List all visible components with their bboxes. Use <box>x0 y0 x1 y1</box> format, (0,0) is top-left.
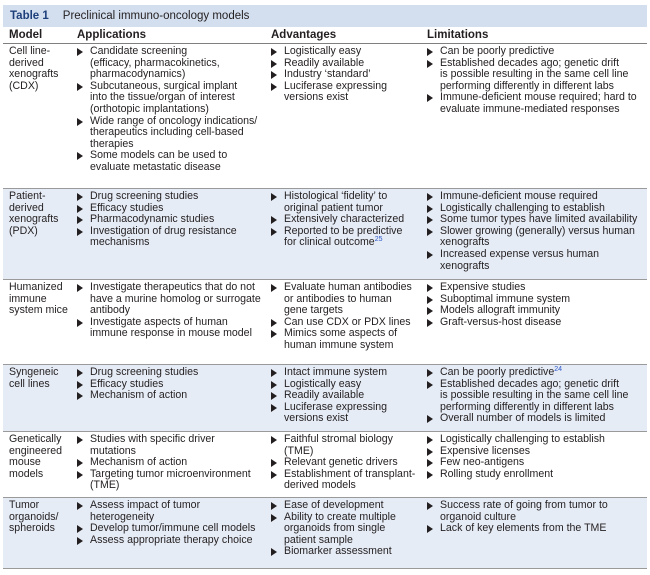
text-line: or antibodies to human <box>284 292 392 305</box>
text-line: xenografts <box>440 236 490 249</box>
text-line: organoids from single <box>284 522 386 535</box>
list-item <box>77 191 266 203</box>
text-line: Readily available <box>284 389 365 402</box>
applications-list <box>77 46 266 174</box>
limitations-list <box>427 367 643 425</box>
bullet-icon <box>77 392 83 400</box>
model-name-syngeneic <box>9 367 73 390</box>
bullet-icon <box>427 381 433 389</box>
text-line: Intact immune system <box>284 366 388 378</box>
bullet-icon <box>77 205 83 213</box>
limitations-list <box>427 46 643 116</box>
list-item <box>77 317 266 340</box>
bullet-icon <box>77 152 83 160</box>
list-item <box>77 500 266 523</box>
text-line: Humanized <box>9 281 63 293</box>
list-item <box>77 367 266 379</box>
text-line: Logistically easy <box>284 45 362 57</box>
bullet-icon <box>77 216 83 224</box>
text-line: Suboptimal immune system <box>440 292 571 305</box>
text-line: Industry ‘standard’ <box>284 68 371 81</box>
text-line: Establishment of transplant- <box>284 467 416 480</box>
bullet-icon <box>427 284 433 292</box>
list-item <box>271 512 421 547</box>
applications-list <box>77 500 266 546</box>
bullet-icon <box>77 369 83 377</box>
text-line: performing differently in different labs <box>440 400 614 413</box>
text-line: Investigation of drug resistance <box>90 224 237 237</box>
text-line: Can use CDX or PDX lines <box>284 315 411 328</box>
table-row-gemm <box>3 432 647 498</box>
text-line: Can be poorly predictive <box>440 366 555 378</box>
text-line: evaluate immune-mediated responses <box>440 102 620 115</box>
text-line: mouse <box>9 456 41 469</box>
text-line: (TME) <box>90 479 120 492</box>
bullet-icon <box>271 83 277 91</box>
list-item <box>427 92 643 115</box>
list-item <box>77 226 266 249</box>
text-line: Rolling study enrollment <box>440 467 554 480</box>
advantages-list <box>271 367 421 425</box>
text-line: Pharmacodynamic studies <box>90 213 215 226</box>
text-line: Genetically <box>9 433 62 445</box>
text-line: Patient- <box>9 190 46 202</box>
advantages-list <box>271 46 421 104</box>
text-line: original patient tumor <box>284 201 383 214</box>
table-row-pdx <box>3 189 647 280</box>
model-name-cdx: Cell line- derived xenografts (CDX) <box>9 45 59 92</box>
text-line: cell lines <box>9 377 50 390</box>
list-item <box>77 282 266 317</box>
column-header-limitations: Limitations <box>427 29 489 41</box>
list-item <box>77 390 266 402</box>
bullet-icon <box>77 228 83 236</box>
list-item <box>271 402 421 425</box>
text-line: Wide range of oncology indications/ <box>90 114 258 127</box>
text-line: Mechanism of action <box>90 389 188 402</box>
bullet-icon <box>427 369 433 377</box>
text-line: Immune-deficient mouse required <box>440 190 598 202</box>
bullet-icon <box>427 296 433 304</box>
bullet-icon <box>271 392 277 400</box>
text-line: immune response in mouse model <box>90 327 252 340</box>
list-item <box>77 46 266 81</box>
bullet-icon <box>271 284 277 292</box>
text-line: organoid culture <box>440 510 516 523</box>
bullet-icon <box>427 436 433 444</box>
column-header-applications: Applications <box>77 29 147 41</box>
bullet-icon <box>427 448 433 456</box>
bullet-icon <box>427 471 433 479</box>
text-line: Tumor <box>9 499 40 511</box>
text-line: mutations <box>90 444 136 457</box>
bullet-icon <box>77 502 83 510</box>
bullet-icon <box>77 319 83 327</box>
text-line: immune <box>9 292 47 305</box>
text-line: Relevant genetic drivers <box>284 456 398 469</box>
applications-list <box>77 282 266 340</box>
list-item <box>427 317 643 329</box>
text-line: performing differently in different labs <box>440 79 614 92</box>
list-item <box>427 379 643 414</box>
list-item <box>271 546 421 558</box>
bullet-icon <box>77 284 83 292</box>
text-line: Investigate aspects of human <box>90 315 228 328</box>
list-item <box>427 226 643 249</box>
text-line: Logistically easy <box>284 377 362 390</box>
text-line: Luciferase expressing <box>284 400 388 413</box>
text-line: Ability to create multiple <box>284 510 396 523</box>
text-line: Faithful stromal biology <box>284 433 393 445</box>
text-line: Drug screening studies <box>90 190 199 202</box>
limitations-list <box>427 282 643 328</box>
table-row-organoids <box>3 498 647 569</box>
text-line: (PDX) <box>9 224 38 237</box>
text-line: versions exist <box>284 412 349 425</box>
column-header-model: Model <box>9 29 43 41</box>
text-line: Targeting tumor microenvironment <box>90 467 251 480</box>
bullet-icon <box>77 193 83 201</box>
text-line: therapeutics including cell-based <box>90 126 244 139</box>
text-line: Graft-versus-host disease <box>440 315 562 328</box>
text-line: patient sample <box>284 533 353 546</box>
text-line: Models allograft immunity <box>440 304 561 317</box>
text-line: Reported to be predictive <box>284 224 403 237</box>
text-line: is possible resulting in the same cell line <box>440 389 629 402</box>
list-item <box>427 46 643 58</box>
model-name-humanized <box>9 282 73 317</box>
advantages-list <box>271 500 421 558</box>
text-line: Efficacy studies <box>90 377 164 390</box>
bullet-icon <box>427 319 433 327</box>
model-name-organoids <box>9 500 73 535</box>
text-line: gene targets <box>284 304 343 317</box>
text-line: into the tissue/organ of interest <box>90 91 235 104</box>
table-row-syngeneic <box>3 365 647 432</box>
bullet-icon <box>427 228 433 236</box>
text-line: derived models <box>284 479 356 492</box>
text-line: Some models can be used to <box>90 149 228 162</box>
text-line: Logistically challenging to establish <box>440 433 605 445</box>
text-line: versions exist <box>284 91 349 104</box>
bullet-icon <box>271 436 277 444</box>
bullet-icon <box>77 381 83 389</box>
bullet-icon <box>271 404 277 412</box>
advantages-list <box>271 434 421 492</box>
list-item <box>427 523 643 535</box>
text-line: Can be poorly predictive <box>440 45 555 57</box>
bullet-icon <box>427 48 433 56</box>
citation-ref[interactable]: 25 <box>374 236 383 244</box>
text-line: xenografts <box>440 259 490 272</box>
list-item <box>271 367 421 379</box>
text-line: human immune system <box>284 338 394 351</box>
list-item <box>77 116 266 151</box>
list-item <box>271 328 421 351</box>
text-line: (orthotopic implantations) <box>90 102 209 115</box>
list-item <box>427 249 643 272</box>
text-line: Drug screening studies <box>90 366 199 378</box>
text-line: therapies <box>90 137 134 150</box>
bullet-icon <box>427 459 433 467</box>
list-item <box>271 282 421 317</box>
text-line: Subcutaneous, surgical implant <box>90 79 238 92</box>
model-name-pdx <box>9 191 73 237</box>
text-line: heterogeneity <box>90 510 155 523</box>
bullet-icon <box>427 251 433 259</box>
bullet-icon <box>77 471 83 479</box>
table-label: Table 1 <box>10 10 49 22</box>
list-item <box>271 469 421 492</box>
table-title-bar <box>3 5 647 27</box>
applications-list <box>77 367 266 402</box>
bullet-icon <box>427 193 433 201</box>
text-line: Investigate therapeutics that do not <box>90 281 255 293</box>
text-line: Extensively characterized <box>284 213 405 226</box>
text-line: Evaluate human antibodies <box>284 281 412 293</box>
list-item <box>427 469 643 481</box>
text-line: Readily available <box>284 56 365 69</box>
list-item <box>271 81 421 104</box>
bullet-icon <box>77 525 83 533</box>
list-item <box>271 46 421 58</box>
text-line: Histological ‘fidelity’ to <box>284 190 388 202</box>
text-line: for clinical outcome <box>284 236 375 249</box>
text-line: Mechanism of action <box>90 456 188 469</box>
text-line: have a murine homolog or surrogate <box>90 292 261 305</box>
list-item <box>427 191 643 203</box>
bullet-icon <box>271 471 277 479</box>
text-line: is possible resulting in the same cell line <box>440 68 629 81</box>
text-line: Luciferase expressing <box>284 79 388 92</box>
list-item <box>271 226 421 249</box>
list-item <box>77 434 266 457</box>
bullet-icon <box>271 369 277 377</box>
bullet-icon <box>427 525 433 533</box>
bullet-icon <box>427 216 433 224</box>
text-line: (TME) <box>284 444 314 457</box>
table-row-cdx <box>3 44 647 189</box>
table-title: Preclinical immuno-oncology models <box>62 10 250 22</box>
list-item <box>427 500 643 523</box>
text-line: antibody <box>90 304 131 317</box>
bullet-icon <box>271 459 277 467</box>
text-line: Biomarker assessment <box>284 545 392 558</box>
bullet-icon <box>271 548 277 556</box>
text-line: organoids/ <box>9 510 59 523</box>
text-line: Established decades ago; genetic drift <box>440 56 620 69</box>
bullet-icon <box>271 71 277 79</box>
text-line: Assess impact of tumor <box>90 499 201 511</box>
text-line: Assess appropriate therapy choice <box>90 533 253 546</box>
text-line: (efficacy, pharmacokinetics, <box>90 56 220 69</box>
bullet-icon <box>427 60 433 68</box>
text-line: mechanisms <box>90 236 150 249</box>
text-line: Immune-deficient mouse required; hard to <box>440 91 637 104</box>
advantages-list <box>271 282 421 352</box>
list-item <box>77 535 266 547</box>
list-item <box>77 469 266 492</box>
text-line: Candidate screening <box>90 45 188 57</box>
text-line: Expensive licenses <box>440 444 531 457</box>
list-item <box>427 413 643 425</box>
text-line: Ease of development <box>284 499 384 511</box>
text-line: system mice <box>9 304 68 317</box>
list-item <box>77 81 266 116</box>
text-line: Develop tumor/immune cell models <box>90 522 256 535</box>
limitations-list <box>427 191 643 272</box>
bullet-icon <box>77 459 83 467</box>
limitations-list <box>427 500 643 535</box>
bullet-icon <box>271 193 277 201</box>
text-line: Some tumor types have limited availability <box>440 213 638 226</box>
text-line: pharmacodynamics) <box>90 68 186 81</box>
text-line: Mimics some aspects of <box>284 327 398 340</box>
text-line: Logistically challenging to establish <box>440 201 605 214</box>
list-item <box>427 367 643 379</box>
column-header-advantages: Advantages <box>271 29 337 41</box>
text-line: derived <box>9 201 44 214</box>
text-line: Increased expense versus human <box>440 247 599 260</box>
text-line: Lack of key elements from the TME <box>440 522 607 535</box>
bullet-icon <box>271 381 277 389</box>
text-line: Expensive studies <box>440 281 526 293</box>
bullet-icon <box>77 436 83 444</box>
text-line: spheroids <box>9 522 55 535</box>
bullet-icon <box>427 205 433 213</box>
bullet-icon <box>271 330 277 338</box>
bullet-icon <box>77 48 83 56</box>
text-line: models <box>9 467 44 480</box>
list-item <box>427 434 643 446</box>
bullet-icon <box>271 502 277 510</box>
text-line: Overall number of models is limited <box>440 412 606 425</box>
advantages-list <box>271 191 421 249</box>
limitations-list <box>427 434 643 480</box>
text-line: Syngeneic <box>9 366 59 378</box>
list-item <box>271 500 421 512</box>
bullet-icon <box>427 307 433 315</box>
bullet-icon <box>77 118 83 126</box>
citation-ref[interactable]: 24 <box>554 366 563 373</box>
text-line: Studies with specific driver <box>90 433 215 445</box>
bullet-icon <box>271 60 277 68</box>
bullet-icon <box>271 514 277 522</box>
bullet-icon <box>271 216 277 224</box>
bullet-icon <box>77 83 83 91</box>
text-line: Established decades ago; genetic drift <box>440 377 620 390</box>
text-line: Efficacy studies <box>90 201 164 214</box>
text-line: engineered <box>9 444 63 457</box>
list-item <box>427 282 643 294</box>
bullet-icon <box>77 537 83 545</box>
text-line: Success rate of going from tumor to <box>440 499 608 511</box>
model-name-gemm <box>9 434 73 480</box>
list-item <box>271 191 421 214</box>
text-line: evaluate metastatic disease <box>90 160 221 173</box>
applications-list <box>77 434 266 492</box>
bullet-icon <box>427 94 433 102</box>
bullet-icon <box>427 502 433 510</box>
bullet-icon <box>271 48 277 56</box>
table-row-humanized <box>3 280 647 365</box>
text-line: xenografts <box>9 213 59 226</box>
text-line: Few neo-antigens <box>440 456 525 469</box>
text-line: Slower growing (generally) versus human <box>440 224 635 237</box>
applications-list <box>77 191 266 249</box>
bullet-icon <box>427 415 433 423</box>
list-item <box>77 150 266 173</box>
list-item <box>271 434 421 457</box>
list-item <box>427 58 643 93</box>
bullet-icon <box>271 228 277 236</box>
bullet-icon <box>271 319 277 327</box>
